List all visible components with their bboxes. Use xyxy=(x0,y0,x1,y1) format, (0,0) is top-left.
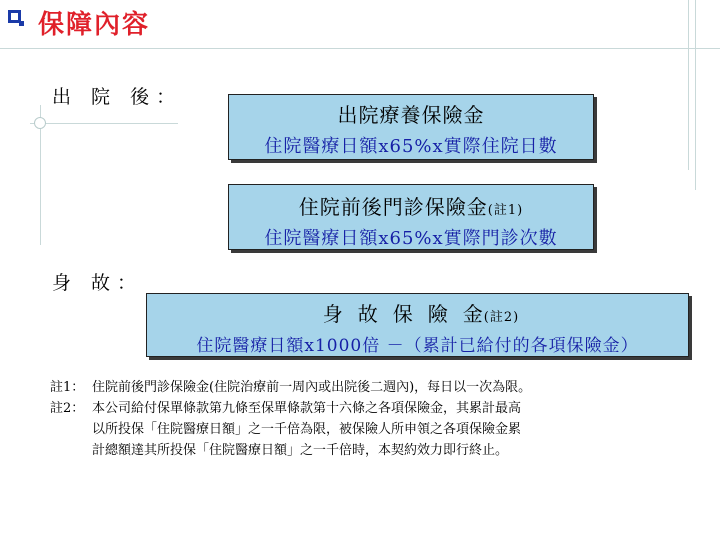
death-benefit-heading-char: 身 xyxy=(322,302,344,326)
death-label: 身 故： xyxy=(52,272,144,294)
after-discharge-label: 出 院 後： xyxy=(52,86,183,108)
recuperation-benefit-heading: 出院療養保險金 xyxy=(337,103,485,127)
circle-ornament-icon xyxy=(34,117,46,129)
footnote-line: 以所投保「住院醫療日額」之一千倍為限，被保險人所申領之各項保險金累 xyxy=(92,422,522,437)
left-horizontal-divider xyxy=(30,123,178,124)
death-benefit-heading-char: 險 xyxy=(427,302,449,326)
footnote-1 xyxy=(50,377,714,398)
top-divider xyxy=(0,48,720,49)
footnote-line: 本公司給付保單條款第九條至保單條款第十六條之各項保險金，其累計最高 xyxy=(92,401,522,416)
footnote-line: 計總額達其所投保「住院醫療日額」之一千倍時，本契約效力即行終止。 xyxy=(92,443,509,458)
footnotes xyxy=(50,377,714,461)
recuperation-benefit-box xyxy=(228,94,594,160)
footnote-2 xyxy=(50,398,714,461)
note-2-tag: (註2) xyxy=(483,310,520,325)
outpatient-benefit-heading-row xyxy=(229,191,593,220)
right-divider-outer xyxy=(695,0,696,190)
footnote-2-label: 註2： xyxy=(50,401,85,416)
footnote-1-text xyxy=(92,377,714,398)
square-bullet-icon xyxy=(8,10,21,23)
death-benefit-box xyxy=(146,293,689,357)
footnote-line: 住院前後門診保險金(住院治療前一周內或出院後二週內)，每日以一次為限。 xyxy=(92,380,532,395)
footnote-2-text xyxy=(92,398,714,461)
outpatient-benefit-box xyxy=(228,184,594,250)
footnote-1-label: 註1： xyxy=(50,380,85,395)
death-benefit-heading-row xyxy=(147,298,688,327)
right-divider-inner xyxy=(688,0,689,170)
recuperation-benefit-formula: 住院醫療日額x65%x實際住院日數 xyxy=(264,136,558,157)
death-benefit-heading-char: 保 xyxy=(392,302,414,326)
death-benefit-heading-char: 故 xyxy=(357,302,379,326)
outpatient-benefit-formula: 住院醫療日額x65%x實際門診次數 xyxy=(264,228,558,249)
page-title: 保障內容 xyxy=(38,10,151,40)
note-1-tag: (註1) xyxy=(487,203,524,218)
death-benefit-heading-char: 金 xyxy=(462,302,484,326)
outpatient-benefit-heading: 住院前後門診保險金 xyxy=(298,195,488,219)
death-benefit-formula: 住院醫療日額x1000倍 －（累計已給付的各項保險金） xyxy=(196,336,639,356)
